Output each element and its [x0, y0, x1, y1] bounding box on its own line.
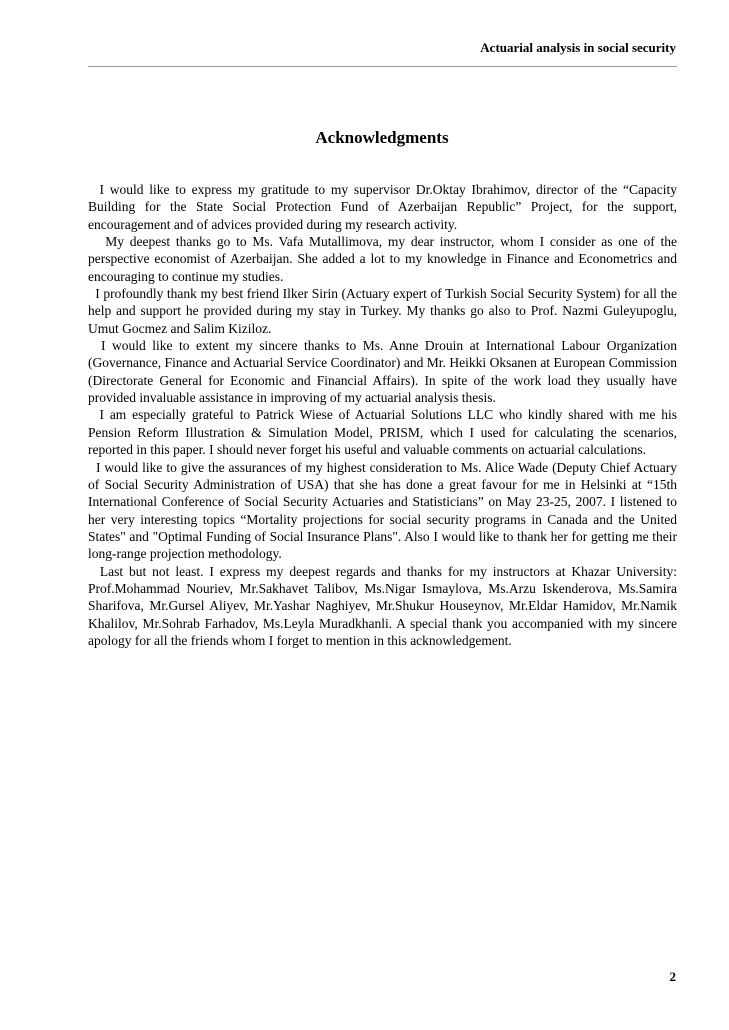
acknowledgments-body: [88, 181, 677, 649]
paragraph-ssa: I would like to give the assurances of my highest consideration to Ms. Alice Wade (Deputy Chief Actuary of Social Security Administration of USA) that she has done a great favour for me in Helsinki at “15th International Conference of Social Security Actuaries and Statisticians” on May 23-25, 2007. I listened to her very interesting topics “Mortality projections for social security programs in Canada and the United States" and "Optimal Funding of Social Insurance Plans". Also I would like to thank her for getting me their long-range projection methodology.: [88, 459, 677, 562]
paragraph-supervisor: I would like to express my gratitude to my supervisor Dr.Oktay Ibrahimov, director of the “Capacity Building for the State Social Protection Fund of Azerbaijan Republic” Project, for the support, encouragement and of advices provided during my research activity.: [88, 182, 677, 232]
paragraph-khazar: Last but not least. I express my deepest regards and thanks for my instructors at Khazar University: Prof.Mohammad Nouriev, Mr.Sakhavet Talibov, Ms.Nigar Ismaylova, Ms.Arzu Iskenderova, Ms.Samira Sharifova, Mr.Gursel Aliyev, Mr.Yashar Naghiyev, Mr.Shukur Houseynov, Mr.Eldar Hamidov, Mr.Namik Khalilov, Mr.Sohrab Farhadov, Ms.Leyla Muradkhanli. A special thank you accompanied with my sincere apology for all the friends whom I forget to mention in this acknowledgement.: [88, 563, 677, 648]
paragraph-friend: I profoundly thank my best friend Ilker Sirin (Actuary expert of Turkish Social Security System) for all the help and support he provided during my stay in Turkey. My thanks go also to Prof. Nazmi Guleyupoglu, Umut Gocmez and Salim Kiziloz.: [88, 286, 677, 336]
paragraph-instructor: My deepest thanks go to Ms. Vafa Mutallimova, my dear instructor, whom I consider as one of the perspective economist of Azerbaijan. She added a lot to my knowledge in Finance and Econometrics and encouraging to continue my studies.: [88, 234, 677, 284]
header-rule: [88, 66, 677, 67]
page-number: 2: [669, 969, 676, 984]
paragraph-ilo-ec: I would like to extent my sincere thanks to Ms. Anne Drouin at International Labour Organization (Governance, Finance and Actuarial Service Coordinator) and Mr. Heikki Oksanen at European Commission (Directorate General for Economic and Financial Affairs). In spite of the work load they usually have provided invaluable assistance in improving of my actuarial analysis thesis.: [88, 338, 677, 406]
paragraph-prism: I am especially grateful to Patrick Wiese of Actuarial Solutions LLC who kindly shared with me his Pension Reform Illustration & Simulation Model, PRISM, which I used for calculating the scenarios, reported in this paper. I should never forget his useful and valuable comments on actuarial calculations.: [88, 407, 677, 458]
running-header: Actuarial analysis in social security: [480, 40, 676, 55]
page-title: Acknowledgments: [315, 128, 449, 147]
